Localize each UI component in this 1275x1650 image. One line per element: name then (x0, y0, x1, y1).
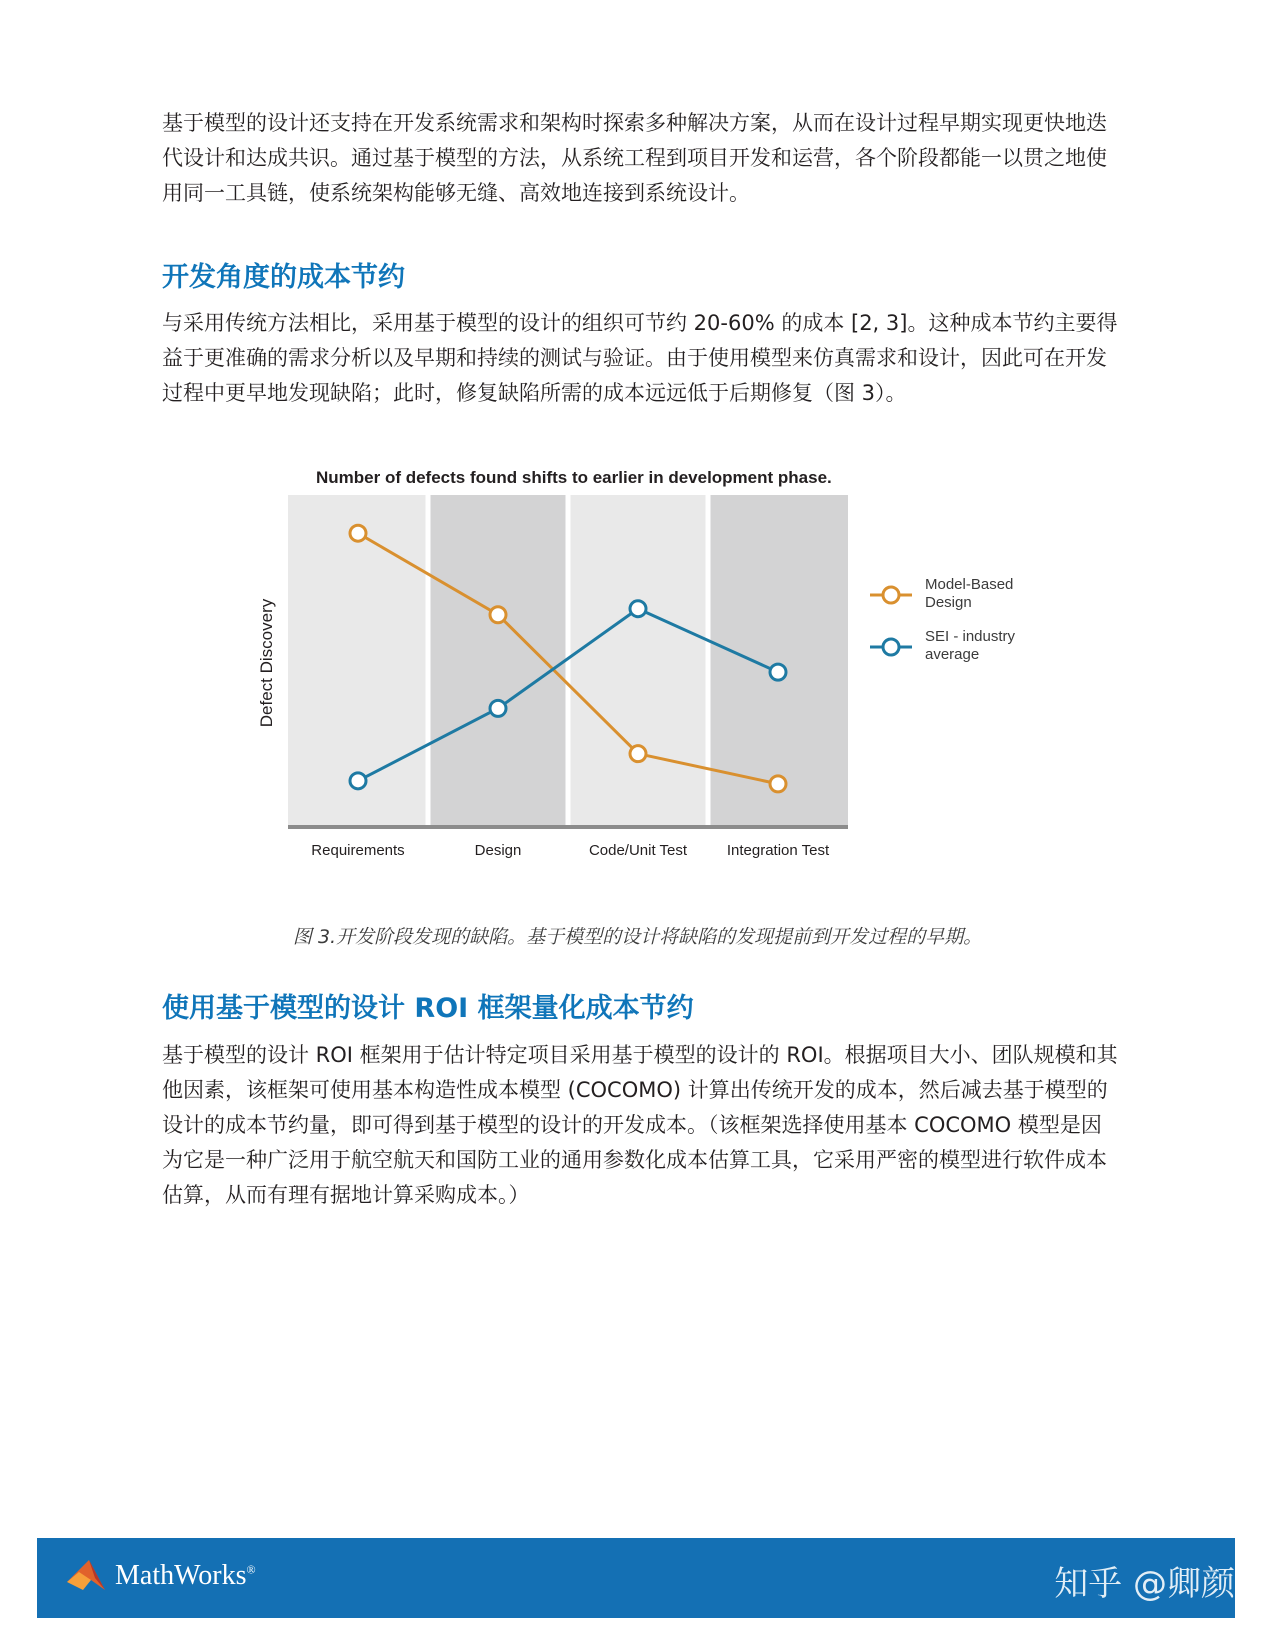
data-point (490, 607, 506, 623)
defect-discovery-chart (240, 495, 1040, 865)
x-tick-label: Requirements (311, 842, 405, 859)
cost-saving-paragraph: 与采用传统方法相比，采用基于模型的设计的组织可节约 20-60% 的成本 [2, 3]。这种成本节约主要得益于更准确的需求分析以及早期和持续的测试与验证。由于使用模型来仿真需求和设计，因此可在开发过程中更早地发现缺陷；此时，修复缺陷所需的成本远远低于后期修复（图 3）。 (162, 311, 1118, 405)
data-point (770, 776, 786, 792)
data-point (350, 773, 366, 789)
data-point (630, 601, 646, 617)
mathworks-logo (65, 1556, 256, 1596)
brand-name: MathWorks® (115, 1560, 256, 1591)
x-tick-label: Design (474, 842, 522, 859)
legend-swatch-marker (883, 587, 899, 603)
data-point (350, 525, 366, 541)
membrane-logo-icon (65, 1556, 109, 1596)
section-heading-cost-saving: 开发角度的成本节约 (162, 262, 405, 293)
legend-label: Design (925, 594, 972, 611)
legend-label: Model-Based (925, 576, 1014, 593)
intro-paragraph: 基于模型的设计还支持在开发系统需求和架构时探索多种解决方案，从而在设计过程早期实现更快地迭代设计和达成共识。通过基于模型的方法，从系统工程到项目开发和运营，各个阶段都能一以贯之地使用同一工具链，使系统架构能够无缝、高效地连接到系统设计。 (162, 111, 1107, 205)
x-tick-label: Integration Test (726, 842, 830, 859)
data-point (770, 664, 786, 680)
section-heading-roi: 使用基于模型的设计 ROI 框架量化成本节约 (162, 993, 694, 1024)
y-axis-label: Defect Discovery (257, 598, 276, 728)
chart-title: Number of defects found shifts to earlier in development phase. (316, 468, 832, 487)
x-axis-baseline (288, 825, 848, 829)
legend-label: average (925, 646, 980, 663)
data-point (490, 700, 506, 716)
x-tick-label: Code/Unit Test (588, 842, 688, 859)
figure-caption: 图 3.开发阶段发现的缺陷。基于模型的设计将缺陷的发现提前到开发过程的早期。 (292, 926, 983, 948)
watermark-text: 知乎 @卿颜 (1054, 1564, 1235, 1604)
phase-band-2 (571, 495, 706, 825)
legend (870, 576, 1016, 663)
footer-bar (37, 1538, 1235, 1618)
data-point (630, 746, 646, 762)
legend-label: SEI - industry (925, 628, 1016, 645)
x-tick-labels (311, 842, 830, 859)
legend-swatch-marker (883, 639, 899, 655)
roi-paragraph: 基于模型的设计 ROI 框架用于估计特定项目采用基于模型的设计的 ROI。根据项目大小、团队规模和其他因素，该框架可使用基本构造性成本模型 (COCOMO) 计算出传统开发的成本，然后减去基于模型的设计的成本节约量，即可得到基于模型的设计的开发成本。（该框架选择使用基本 COCOMO 模型是因为它是一种广泛用于航空航天和国防工业的通用参数化成本估算工具，它采用严密的模型进行软件成本估算，从而有理有据地计算采购成本。） (162, 1043, 1118, 1207)
